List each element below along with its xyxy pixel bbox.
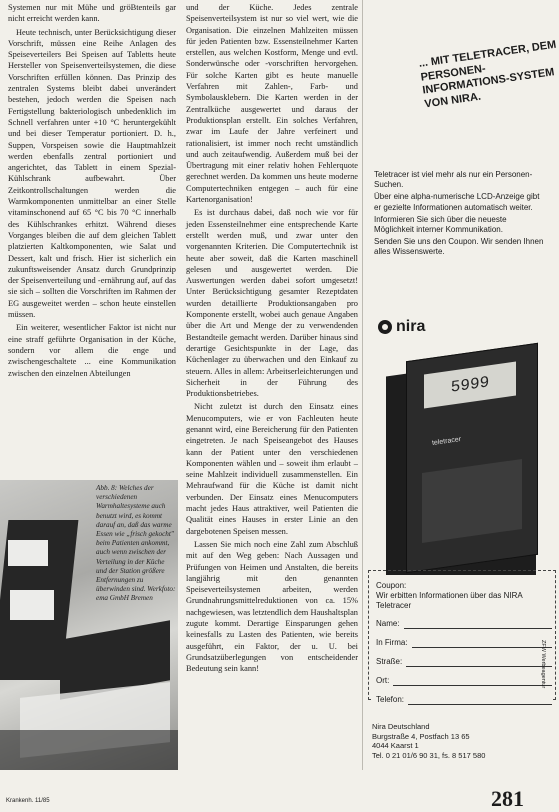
field-label: Name: (376, 619, 400, 628)
paragraph: Es ist durchaus dabei, daß noch wie vor für jeden Essensteilnehmer eine entsprechende Karte erstellt werden muß, und zwar unter den vorgenannten Kriterien. Die Computertechnik ist heute aber soweit, daß die Karten maschinell gelesen und ausgewertet werden. Die Auswertungen werden dabei sofort umgesetzt! Unter Berücksichtigung gesamter Rezeptdaten wurden detaillierte Produktionsangaben pro Komponente erstellt, wobei auch genaue Angaben über die Art und Menge der zu verwendenden Bestandteile gemacht werden. Darüber hinaus sind derartige Gesichtspunkte in der Lage, das Küchenlager zu überwachen und den Einkauf zu steuern. Alles in allem: Arbeitserleichterungen und Sicherheit in der Führung des Produktionsbetriebes. (186, 208, 358, 399)
contact-line: Burgstraße 4, Postfach 13 65 (372, 731, 470, 741)
coupon-intro: Wir erbitten Informationen über das NIRA Teletracer (376, 591, 523, 610)
column-divider (362, 0, 363, 770)
nira-logo (378, 318, 425, 336)
coupon (372, 575, 552, 714)
coupon-field-city[interactable] (376, 676, 552, 686)
field-line[interactable] (404, 619, 552, 629)
footer-source: Krankenh. 11/85 (6, 798, 50, 804)
ad-body (374, 170, 544, 260)
ad-paragraph: Über eine alpha-numerische LCD-Anzeige gibt er gezielte Informationen automatisch weiter. (374, 192, 540, 212)
coupon-field-street[interactable] (376, 657, 552, 667)
ad-headline: ... MIT TELETRACER, DEM PERSONEN-INFORMATIONS-SYSTEM VON NIRA. (418, 38, 558, 110)
contact-line: Nira Deutschland (372, 722, 430, 731)
page-number: 281 (491, 786, 524, 811)
pager-display: 5999 (424, 362, 516, 409)
coupon-title: Coupon: (376, 581, 407, 590)
coupon-field-name[interactable] (376, 619, 552, 629)
paragraph: Nicht zuletzt ist durch den Einsatz eines Menucomputers, wie er von Fachleuten heute genannt wird, eine Bereicherung für den Patienten eingetreten. Je nach Speiseangebot des Hauses kann der Patient unter den verschiedenen Komponenten wählen und – soweit ihm erlaubt – seine Mahlzeit individuell zusammenstellen. Ein Mehraufwand für die Küche ist damit nicht verbunden. Der Einsatz eines Menucomputers macht jedes Haus attraktiver, weil Patienten die Qualität eines Hauses in erster Linie an den dargebotenen Speisen messen. (186, 402, 358, 536)
article-column-2 (186, 2, 358, 677)
ad-paragraph: Senden Sie uns den Coupon. Wir senden Ihnen alles Wissenswerte. (374, 237, 544, 257)
paragraph: Ein weiterer, wesentlicher Faktor ist nicht nur eine straff geführte Organisation in der Küche, sondern vor allem die enge und zwischengeschaltete ... eine Kommunikation zwischen den einzelnen Abteilungen (8, 323, 176, 378)
nira-logo-icon (378, 320, 392, 334)
coupon-field-phone[interactable] (376, 695, 552, 705)
ad-paragraph: Informieren Sie sich über die neueste Möglichkeit interner Kommunikation. (374, 214, 507, 235)
paragraph: Heute technisch, unter Berücksichtigung dieser Vorschrift, müssen eine Reihe Anlagen des Speiseverteilers Bei Speisen auf Tabletts heute Hersteller von Speisenverteilsystemen, die diese Vorschriften erfüllen können. Das Prinzip des zentralen Systems bleibt dabei unverändert bestehen, jedoch werden die Speisen nach Fertigstellung bakteriologisch unbedenklich im Schnell verfahren unter +10 °C heruntergekühlt und bei dieser Temperatur portioniert. D. h., Suppen, Vorspeisen sowie die Hauptmahlzeit werden ebenfalls zentral portioniert und angerichtet, das Tablett in einem Spezial-Kühlschrank aufbewahrt. Über Zeitkontrollschaltungen werden die Warmkomponenten unmittelbar an einer Stelle vitaminschonend auf 65 °C bis 70 °C innerhalb des Kühlschrankes erhitzt. Während dieses Vorganges bleiben die auf dem gleichen Tablett platzierten Kaltkomponenten, wie Salat und Dessert, kalt und frisch. Hier ist sicherlich ein zukunftsweisender Ansatz durch Grundprinzip der Speisenverteilung und -ernährung auf, auf das sie sich – sollten die Vorschriften im Rahmen der EG ausgeweitet werden – schon heute einstellen müssen. (8, 27, 176, 320)
field-label: Straße: (376, 657, 403, 666)
field-line[interactable] (393, 676, 552, 686)
pager-label: teletracer (431, 436, 462, 447)
brand-name: nira (396, 318, 426, 335)
contact-line: 4044 Kaarst 1 (372, 741, 419, 750)
article-column-1 (8, 2, 176, 381)
pager-device-image (386, 346, 546, 586)
field-line[interactable] (412, 638, 552, 648)
contact-line: Tel. 0 21 01/6 90 31, fs. 8 517 580 (372, 750, 486, 760)
field-label: Telefon: (376, 695, 405, 704)
ad-credit: ZFW Werbeagentur (540, 640, 546, 689)
paragraph: und der Küche. Jedes zentrale Speisenverteilsystem ist nur so viel wert, wie die Organisation. Die einzelnen Mahlzeiten müssen für jeden Patienten bzw. Essensteilnehmer Karten erstellen, aus welchen Kostform, Menge und evtl. Sonderwünsche oder -vorschriften hervorgehen. Für solche Karten gibt es heute manuelle Verfahren mit Zahlen-, Farb- und Symbolausklebern. Die Karten werden in der Zentralküche ausgewertet und daraus der Produktionsplan erstellt. Ein solches Verfahren, zwar im Laufe der Jahre verfeinert und rationalisiert, ist immer noch recht umständlich und auch zeitaufwendig. Außerdem muß bei der Übertragung mit einer relativ hohen Fehlerquote gerechnet werden. Da kommen uns heute moderne Computertechniken entgegen – auch für eine Kartenorganisation! (186, 3, 358, 205)
field-label: In Firma: (376, 638, 408, 647)
photo-caption: Abb. 8: Welches der verschiedenen Warmhaltesysteme auch benutzt wird, es kommt darauf an, daß das warme Essen wie „frisch gekocht" beim Patienten ankommt, auch wenn zwischen der Verteilung in der Küche und der Station größere Entfernungen zu überwinden sind. Werkfoto: ema GmbH Bremen (96, 484, 176, 603)
paragraph: Lassen Sie mich noch eine Zahl zum Abschluß mit auf den Weg geben: Nach Aussagen und Prüfungen von Heimen und Anstalten, die bereits langjährig mit den genannten Speiseverteilsystemen arbeiten, werden Grundnahrungsmittelreduktionen von ca. 15% nachgewiesen, was letztendlich dem Haushaltsplan zugute kommt. Derartige Einsparungen gehen keinesfalls zu Lasten des Patienten, wie bereits ausgeführt, ein Faktor, der u. U. bei Grundsatzüberlegungen von entscheidender Bedeutung sein kann! (186, 539, 358, 674)
field-line[interactable] (408, 695, 552, 705)
ad-contact-address (372, 722, 552, 760)
field-label: Ort: (376, 676, 390, 685)
coupon-field-company[interactable] (376, 638, 552, 648)
ad-paragraph: Teletracer ist viel mehr als nur ein Personen-Suchen. (374, 170, 533, 190)
paragraph: Systemen nur mit Mühe und gröBtenteils gar nicht erreicht werden kann. (8, 3, 176, 24)
field-line[interactable] (406, 657, 552, 667)
